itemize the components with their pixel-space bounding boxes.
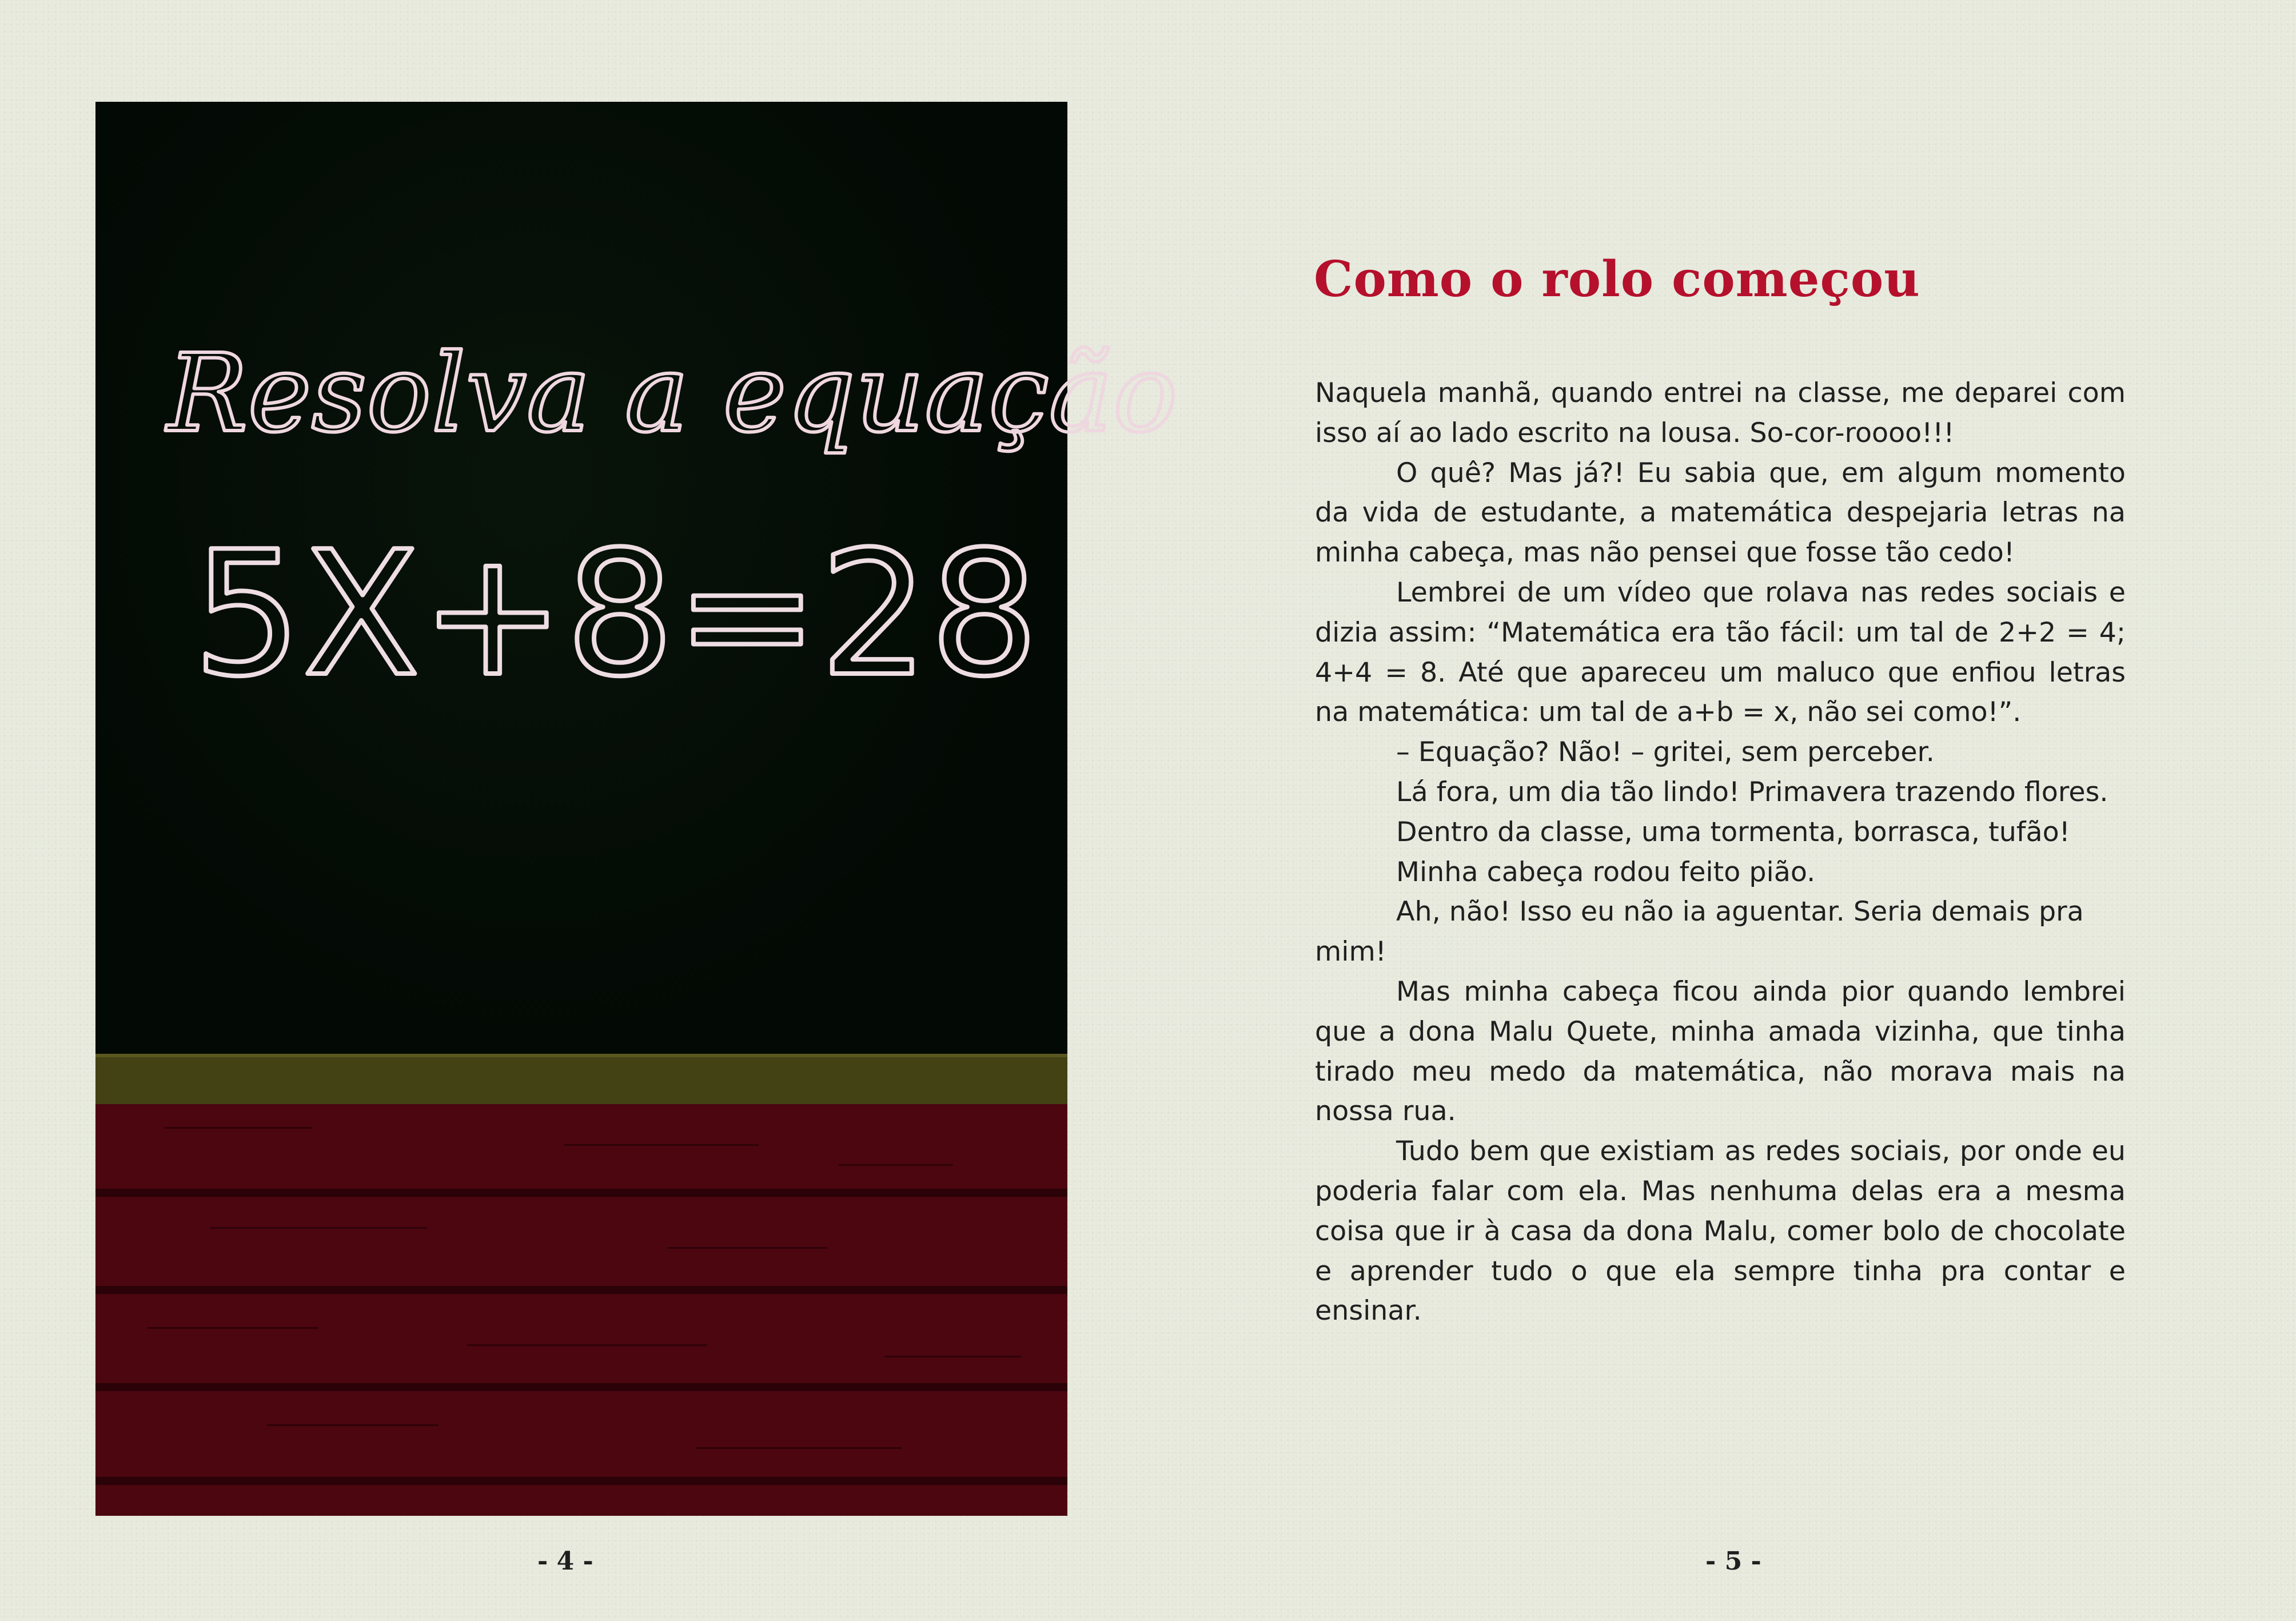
chapter-title: Como o rolo começou	[1314, 250, 1920, 308]
wood-wall	[95, 1104, 1067, 1516]
wood-grain	[147, 1327, 318, 1329]
paragraph: Naquela manhã, quando entrei na classe, me deparei com isso aí ao lado escrito na lousa. So-cor-roooo!!!	[1315, 377, 2126, 449]
wood-grain	[696, 1447, 902, 1449]
wood-grain	[667, 1247, 827, 1249]
chalkboard-instruction: Resolva a equação	[167, 331, 1178, 456]
chalkboard	[95, 102, 1178, 1054]
paragraph: Mas minha cabeça ficou ainda pior quando lembrei que a dona Malu Quete, minha amada vizinha, que tinha tirado meu medo da matemática, não morava mais na nossa rua.	[1315, 975, 2126, 1128]
paragraph: Lá fora, um dia tão lindo! Primavera trazendo flores.	[1396, 776, 2108, 808]
wood-grain	[210, 1227, 427, 1229]
chalkboard-equation: 5X+8=28	[193, 515, 1039, 714]
wood-grain	[467, 1344, 707, 1346]
paragraph: Minha cabeça rodou feito pião.	[1396, 856, 1816, 888]
wood-grain	[267, 1424, 439, 1426]
paragraph: Dentro da classe, uma tormenta, borrasca, tufão!	[1396, 816, 2070, 848]
paragraph: O quê? Mas já?! Eu sabia que, em algum momento da vida de estudante, a matemática despejaria letras na minha cabeça, mas não pensei que fosse tão cedo!	[1315, 457, 2126, 569]
paragraph: – Equação? Não! – gritei, sem perceber.	[1396, 736, 1935, 768]
chalk-writing	[95, 102, 1178, 1054]
wood-grain	[839, 1164, 953, 1166]
wood-grain	[564, 1144, 759, 1146]
wood-grain	[884, 1356, 1022, 1357]
plank-divider	[95, 1477, 1067, 1485]
paragraph: Ah, não! Isso eu não ia aguentar. Seria demais pra mim!	[1315, 896, 2084, 968]
paragraph: Lembrei de um vídeo que rolava nas redes sociais e dizia assim: “Matemática era tão fácil: um tal de 2+2 = 4; 4+4 = 8. Até que apareceu um maluco que enfiou letras na matemática: um tal de a+b = x, não sei como!”.	[1315, 576, 2126, 728]
chalk-tray	[95, 1054, 1067, 1104]
plank-divider	[95, 1189, 1067, 1197]
chapter-body	[1315, 373, 2126, 1331]
wood-grain	[164, 1127, 313, 1129]
paragraph: Tudo bem que existiam as redes sociais, por onde eu poderia falar com ela. Mas nenhuma delas era a mesma coisa que ir à casa da dona Malu, comer bolo de chocolate e aprender tudo o que ela sempre tinha pra contar e ensinar.	[1315, 1136, 2126, 1327]
plank-divider	[95, 1286, 1067, 1294]
plank-divider	[95, 1383, 1067, 1391]
chalkboard-illustration	[95, 102, 1178, 1516]
page-number-left: - 4 -	[537, 1547, 593, 1576]
page-number-right: - 5 -	[1705, 1547, 1761, 1576]
